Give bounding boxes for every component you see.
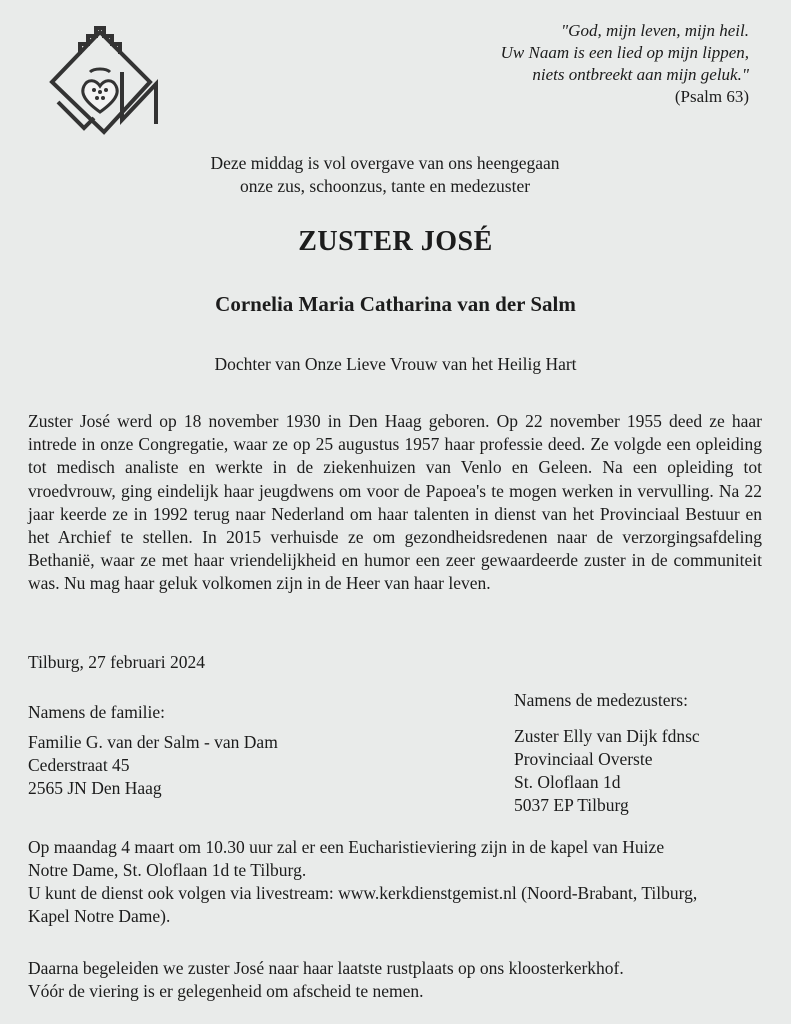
sisters-heading: Namens de medezusters:	[514, 690, 688, 710]
address-line: Zuster Elly van Dijk fdnsc	[514, 726, 700, 746]
full-name: Cornelia Maria Catharina van der Salm	[215, 292, 576, 316]
congregation-name: Dochter van Onze Lieve Vrouw van het Heilig Hart	[214, 354, 577, 374]
congregation-emblem-icon	[44, 20, 176, 148]
address-line: Provinciaal Overste	[514, 749, 653, 769]
address-line: 2565 JN Den Haag	[28, 778, 162, 798]
intro-line: Deze middag is vol overgave van ons heengegaan	[210, 153, 560, 173]
service-info	[28, 836, 773, 928]
quote-line: Uw Naam is een lied op mijn lippen,	[500, 43, 749, 62]
intro-text	[120, 152, 650, 198]
address-line: Familie G. van der Salm - van Dam	[28, 732, 278, 752]
service-line: U kunt de dienst ook volgen via livestream: www.kerkdienstgemist.nl (Noord-Brabant, Tilburg,	[28, 883, 698, 903]
quote-line: "God, mijn leven, mijn heil.	[561, 21, 749, 40]
service-line: Kapel Notre Dame).	[28, 906, 171, 926]
quote-reference: (Psalm 63)	[674, 87, 749, 106]
place-date: Tilburg, 27 februari 2024	[28, 652, 205, 672]
address-line: 5037 EP Tilburg	[514, 795, 629, 815]
address-line: Cederstraat 45	[28, 755, 130, 775]
sisters-address	[514, 725, 700, 817]
farewell-line: Vóór de viering is er gelegenheid om afscheid te nemen.	[28, 981, 424, 1001]
farewell-info	[28, 957, 768, 1003]
address-line: St. Oloflaan 1d	[514, 772, 621, 792]
page-title: ZUSTER JOSÉ	[298, 226, 493, 257]
biography-paragraph: Zuster José werd op 18 november 1930 in Den Haag geboren. Op 22 november 1955 deed ze haar intrede in onze Congregatie, waar ze op 25 augustus 1957 haar professie deed. Ze volgde een opleiding tot medisch analiste en werkte in de ziekenhuizen van Venlo en Geleen. Na een opleiding tot vroedvrouw, ging eindelijk haar jeugdwens om voor de Papoea's te mogen werken in vervulling. Na 22 jaar keerde ze in 1992 terug naar Nederland om haar talenten in dienst van het Provinciaal Bestuur en het Archief te stellen. In 2015 verhuisde ze om gezondheidsredenen naar de verzorgingsafdeling Bethanië, waar ze met haar vriendelijkheid en humor een zeer gewaardeerde zuster in de communiteit was. Nu mag haar geluk volkomen zijn in de Heer van haar leven.	[28, 411, 762, 594]
service-line: Notre Dame, St. Oloflaan 1d te Tilburg.	[28, 860, 307, 880]
service-line: Op maandag 4 maart om 10.30 uur zal er een Eucharistieviering zijn in de kapel van Huize	[28, 837, 665, 857]
intro-line: onze zus, schoonzus, tante en medezuster	[239, 176, 531, 196]
quote-line: niets ontbreekt aan mijn geluk."	[532, 65, 749, 84]
farewell-line: Daarna begeleiden we zuster José naar haar laatste rustplaats op ons kloosterkerkhof.	[28, 958, 624, 978]
psalm-quote	[419, 20, 749, 108]
family-heading: Namens de familie:	[28, 702, 166, 722]
family-address	[28, 731, 278, 800]
